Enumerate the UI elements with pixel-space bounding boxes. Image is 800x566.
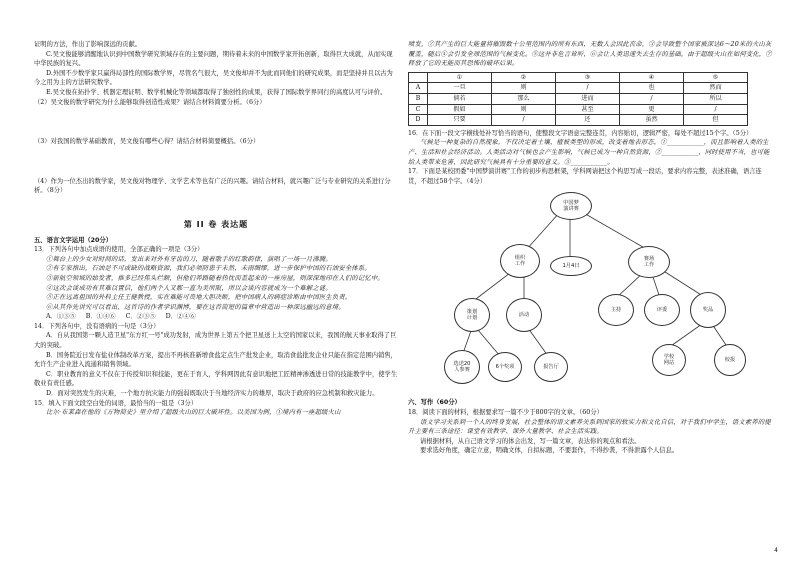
question-18: 18．阅读下面的材料，根据要求写一篇不少于800字的文章。（60分） — [408, 408, 603, 416]
q14-option-c: C．职业教育的意义不仅在于传授知识和技能，更在于育人，学科网因此有意识地把工匠精神渗透进日常的技能教学中，使学生敬业有责任感。 — [34, 370, 398, 388]
table-cell: 更 — [620, 104, 684, 115]
section-5-heading: 五、语言文字运用（20分） — [34, 236, 113, 244]
part-title: 第 II 卷 表达题 — [183, 219, 249, 229]
option-e: E.吴文俊在拓扑学、机器定理证明、数学机械化等领域都取得了独创性的成果，获得了国际数学界同行的高度认可与评价。 — [46, 88, 387, 96]
table-cell: 所以 — [684, 93, 748, 104]
table-cell: A — [409, 83, 428, 94]
node-judges: 评委 — [644, 294, 680, 326]
q14-option-b: B．国务院近日发布盐业体制改革方案，提出不再核准新增食盐定点生产批发企业，取消食盐批发企业只能在指定范围内销售，允许生产企业进入流通和销售领域。 — [34, 351, 397, 369]
question-2: （2）吴文俊的数学研究为什么能够取得创造性成果？请结合材料简要分析。（6分） — [34, 98, 266, 106]
question-13: 13．下列各句中加点成语的使用，全部正确的一项是（3分） — [34, 246, 204, 254]
node-organization: 组织 工作 — [500, 244, 540, 278]
table-row — [409, 115, 748, 126]
table-row — [409, 83, 748, 94]
table-row — [409, 93, 748, 104]
question-4: （4）作为一位杰出的数学家，吴文俊对物理学、文学艺术等也有广泛的兴趣。请结合材料，就兴趣广泛与专业研究的关系进行分析。（8分） — [34, 177, 391, 195]
table-cell: / — [620, 93, 684, 104]
question-14: 14．下列各句中，没有语病的一句是（3分） — [34, 322, 160, 330]
node-venue-work: 赛场 工作 — [628, 246, 670, 278]
node-hall: 报告厅 — [534, 352, 568, 382]
table-cell: ② — [492, 72, 556, 83]
table-cell: 一旦 — [428, 83, 492, 94]
q15-text: 比尔·布莱森在他的《万物简史》里介绍了超级火山的巨大破坏性。以美国为例，①境内有一座超级火山 — [46, 409, 341, 417]
table-cell: 还 — [556, 115, 620, 126]
right-column — [408, 40, 772, 456]
q13-item: ①舞台上的少女对时间的话，发出来对外有牙齿的刀，随着歌手的红歌韵律，演唱了一场一月沸腾。 — [46, 255, 332, 263]
option-d: D.外国不少数学家只赢得局部性的国际数学界，尽管名气很大，吴文俊却并不为此而同他们的研究成果，而是坚持并且以古为今之用为主的方法研究数学。 — [34, 69, 393, 87]
q14-option-a: A．自从我国第一颗人造卫星"东方红一号"成功发射，成为世界上第五个把卫星送上太空的国家以来，我国的航天事业取得了巨大的突破。 — [34, 332, 397, 350]
q18-requirement-2: 要求选好角度，确定立意，明确文体，自拟标题，不要套作，不得抄袭，不得泄露个人信息。 — [420, 447, 679, 455]
node-host: 主持 — [598, 294, 634, 326]
question-17: 17．下面是某校团委"中国梦演讲赛"工作的初步构思框架，学科网请把这个构思写成一段话，要求内容完整，表述准确，语言连贯，不超过58个字。（4分） — [408, 168, 762, 185]
table-cell: / — [556, 83, 620, 94]
table-cell: ④ — [620, 72, 684, 83]
table-cell: / — [684, 104, 748, 115]
table-cell: 也 — [620, 83, 684, 94]
q13-options: A．①③⑤ B．①④⑥ C．②③⑤ D．②④⑥ — [46, 313, 196, 321]
q13-item: ⑥从其作先讲究可以看出，这首诗的作者学识渊博，要在这首简短的篇章中营造出一种深远幽远的意境。 — [46, 303, 345, 311]
left-column — [34, 40, 398, 418]
q15-options-table — [408, 72, 748, 126]
framework-diagram — [438, 190, 768, 390]
question-16: 16．在下面一段文字横线处补写恰当的语句，使整段文字语意完整连贯，内容贴切，逻辑严密，每处不超过15个字。（5分） — [408, 129, 753, 137]
table-cell: 虽然 — [620, 115, 684, 126]
table-cell: C — [409, 104, 428, 115]
q13-item: ②有专家指出，石油是不可或缺的战略资源，我们必须防患于未然，未雨绸缪，进一步保护中国的石油安全体系。 — [46, 265, 371, 273]
table-cell: B — [409, 93, 428, 104]
table-cell: 则 — [492, 104, 556, 115]
node-prizes: 奖品 — [690, 292, 726, 328]
q13-item: ④这次会谈成功有其难以置信，他们两个人又都一直为美所限，所以会谈内容就成为一个难解之谜。 — [46, 284, 332, 292]
table-cell: 假如 — [428, 104, 492, 115]
table-cell: / — [492, 115, 556, 126]
table-cell: 只要 — [428, 115, 492, 126]
q13-item: ⑤正在远离祖国的外科主任王健教授，实在难能可贵地大胆决断，把中国病人的病症诊断由中国医生负责。 — [46, 294, 352, 302]
node-school-paper: 校报 — [714, 344, 746, 376]
table-cell: ① — [428, 72, 492, 83]
table-cell — [409, 72, 428, 83]
node-activity: 活动 — [506, 298, 542, 332]
node-root: 中国梦 演讲赛 — [550, 192, 592, 220]
node-school-website: 学校 网站 — [652, 344, 686, 376]
q16-text: 气候是一种复杂的自然现象，不仅决定着土壤、植被类型的形成，改变着地表形态，①___________，而且影响着人类的生产、生活和社会经济活动。人类活动对气候也会产生影响，气候已成为一种自然资源，②___________，同时使用不当，也可能给人类带来危害，因此研究气候具有十分重要的意义。③___________。 — [408, 139, 770, 166]
option-c: C.吴文俊能够清醒地认识到中国数学研究领域存在的主要问题，期待着未来的中国数学家开拓创新，取得巨大成就，从而实现中华民族的复兴。 — [34, 50, 393, 68]
table-cell: 则 — [492, 83, 556, 94]
q18-requirement: 请根据材料，从自己语文学习的体会出发，写一篇文章，表达你的观点和看法。 — [420, 437, 641, 445]
table-cell: 那么 — [492, 93, 556, 104]
table-cell: 甚至 — [556, 104, 620, 115]
question-3: （3）对我国的数学基础教育，吴文俊有哪些心得？请结合材料简要概括。（6分） — [34, 138, 260, 146]
table-cell: 然而 — [684, 83, 748, 94]
page-number: 4 — [774, 547, 778, 554]
table-cell: ⑤ — [684, 72, 748, 83]
intro-line: 证明的方法，作出了影响深远的贡献。 — [34, 41, 142, 48]
q13-item: ③新航空领域的始发者，推多已经焦头烂额，但他们养路随着热忱而盖起来的一座房屋，则深深地印在人们的记忆中。 — [46, 274, 384, 282]
table-cell: 进而 — [556, 93, 620, 104]
section-6-heading: 六、写作（60分） — [408, 399, 461, 407]
table-cell: 倘若 — [428, 93, 492, 104]
q15-continued: 喷发，②其产生的巨大能量将摧毁数十公里范围内的所有东西，无数人会因此丧命，③会导致整个国家被深达6～20米的火山灰覆盖，随后④会引发全球范围的气候变化。⑤这并非危言耸听，⑥会让人类迅速失去生存的基础，由于超级火山在如何变化，⑦释放了它的无能而其恐怖的破坏后果。 — [408, 41, 772, 68]
node-date: 1月4日 — [550, 256, 592, 276]
node-select-contestants: 选送20 人参赛 — [444, 350, 480, 384]
question-15: 15．填入下面文段空白处的词语，最恰当的一组是（3分） — [34, 399, 198, 407]
q18-material: 语文学习关系到一个人的终身发展，社会整体的语文素养关系到国家的软实力和文化自信，对于我们中学生，语文素养的提升主要有三条途径：课堂有效教学、课外大量教学、社会生活实践。 — [408, 418, 771, 436]
table-row — [409, 104, 748, 115]
table-cell: D — [409, 115, 428, 126]
table-cell: ③ — [556, 72, 620, 83]
table-header-row — [409, 72, 748, 83]
node-six-awards: 6个奖项 — [488, 352, 522, 382]
q14-option-d: D．面对突然发生的灾难，一个地方抗灾能力的强弱既取决于当地经济实力的雄厚，取决于政府的应急机制和救灾能力。 — [46, 390, 379, 398]
table-cell: 但 — [684, 115, 748, 126]
node-planning: 策划 计划 — [454, 298, 490, 332]
